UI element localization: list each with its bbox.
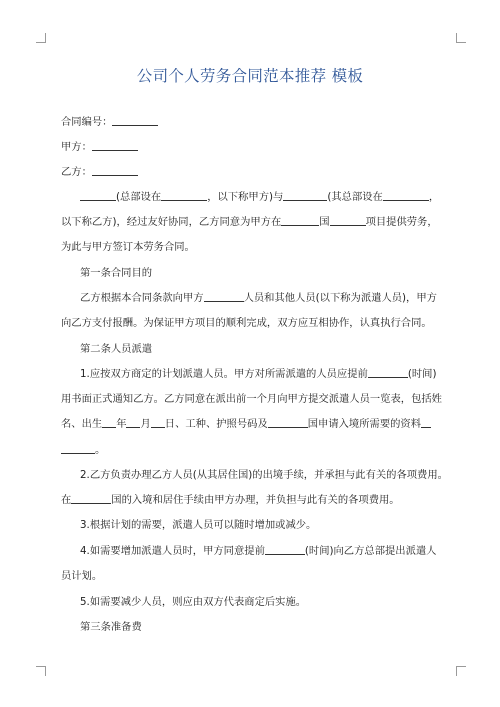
blank-field — [80, 189, 116, 201]
crop-mark-top-right — [456, 33, 466, 43]
party-b-label: 乙方： — [61, 166, 92, 178]
preamble-line-2 — [61, 210, 446, 235]
article-2-item-1-line-3 — [61, 412, 446, 437]
contract-number-blank — [112, 114, 158, 126]
blank-field — [281, 214, 319, 226]
article-2-item-3: 3.根据计划的需要，派遣人员可以随时增加或减少。 — [80, 519, 317, 531]
article-2-item-4-line-2: 员计划。 — [61, 570, 103, 582]
article-2-item-4-line-1 — [80, 539, 446, 564]
contract-number-line — [61, 110, 446, 135]
blank-field — [204, 290, 244, 302]
text-segment: (总部设在 — [116, 191, 162, 203]
article-1-heading: 第一条合同目的 — [80, 267, 153, 279]
text-segment: (时间) — [407, 368, 437, 380]
blank-field — [102, 416, 116, 428]
article-2-heading: 第二条人员派遣 — [80, 343, 153, 355]
text-segment: (其总部设在 — [327, 191, 383, 203]
text-segment: 国的入境和居住手续由甲方办理，并负担与此有关的各项费用。 — [111, 494, 400, 506]
blank-field — [268, 416, 308, 428]
party-b-blank — [92, 164, 138, 176]
blank-field — [421, 416, 431, 428]
blank-field — [383, 189, 429, 201]
article-2-item-1-line-4 — [61, 438, 446, 463]
party-a-line — [61, 135, 446, 160]
text-segment: 1.应按双方商定的计划派遣人员。甲方对所需派遣的人员应提前 — [80, 368, 368, 380]
contract-number-label: 合同编号： — [61, 116, 113, 128]
blank-field — [283, 189, 327, 201]
text-segment: 年 — [116, 418, 127, 430]
text-segment: 乙方根据本合同条款向甲方 — [80, 292, 204, 304]
text-segment: 4.如需要增加派遣人员时，甲方同意提前 — [80, 545, 265, 557]
article-3-heading: 第三条准备费 — [80, 621, 142, 633]
crop-mark-bottom-right — [456, 666, 466, 676]
article-2-item-2-line-2 — [61, 488, 446, 513]
blank-field — [126, 416, 140, 428]
article-2-item-5: 5.如需要减少人员，则应由双方代表商定后实施。 — [80, 596, 307, 608]
text-segment: (时间)向乙方总部提出派遣人 — [304, 545, 437, 557]
party-a-blank — [92, 139, 138, 151]
party-b-line — [61, 160, 446, 185]
text-segment: 以下称乙方)，经过友好协同，乙方同意为甲方在 — [61, 216, 282, 228]
article-2-item-1-line-2: 用书面正式通知乙方。乙方同意在派出前一个月向甲方提交派遣人员一览表，包括姓 — [61, 393, 442, 405]
blank-field — [71, 492, 111, 504]
text-segment: 在 — [61, 494, 72, 506]
text-segment: 。 — [95, 444, 106, 456]
text-segment: ，以下称甲方)与 — [207, 191, 284, 203]
article-2-item-2-line-1: 2.乙方负责办理乙方人员(从其居住国)的出境手续，并承担与此有关的各项费用。 — [80, 469, 448, 481]
blank-field — [265, 543, 305, 555]
blank-field — [151, 416, 165, 428]
blank-field — [330, 214, 366, 226]
text-segment: ， — [428, 191, 440, 203]
text-segment: 国申请入境所需要的资料 — [307, 418, 422, 430]
text-segment: 名、出生 — [61, 418, 103, 430]
text-segment: 日、工种、护照号码及 — [164, 418, 268, 430]
article-1-line-2: 向乙方支付报酬。为保证甲方项目的顺利完成，双方应互相协作，认真执行合同。 — [61, 317, 432, 329]
document-title: 公司个人劳务合同范本推荐 模板 — [136, 67, 364, 85]
text-segment: 项目提供劳务， — [365, 216, 438, 228]
text-segment: 月 — [140, 418, 151, 430]
party-a-label: 甲方： — [61, 141, 92, 153]
text-segment: 国 — [319, 216, 330, 228]
preamble-line-1 — [80, 185, 446, 210]
article-2-item-1-line-1 — [80, 362, 446, 387]
preamble-line-3: 为此与甲方签订本劳务合同。 — [61, 241, 195, 253]
blank-field — [61, 442, 95, 454]
article-1-line-1 — [80, 286, 446, 311]
blank-field — [161, 189, 207, 201]
crop-mark-bottom-left — [36, 666, 46, 676]
blank-field — [368, 366, 408, 378]
crop-mark-top-left — [36, 33, 46, 43]
text-segment: 人员和其他人员(以下称为派遣人员)，甲方 — [243, 292, 437, 304]
